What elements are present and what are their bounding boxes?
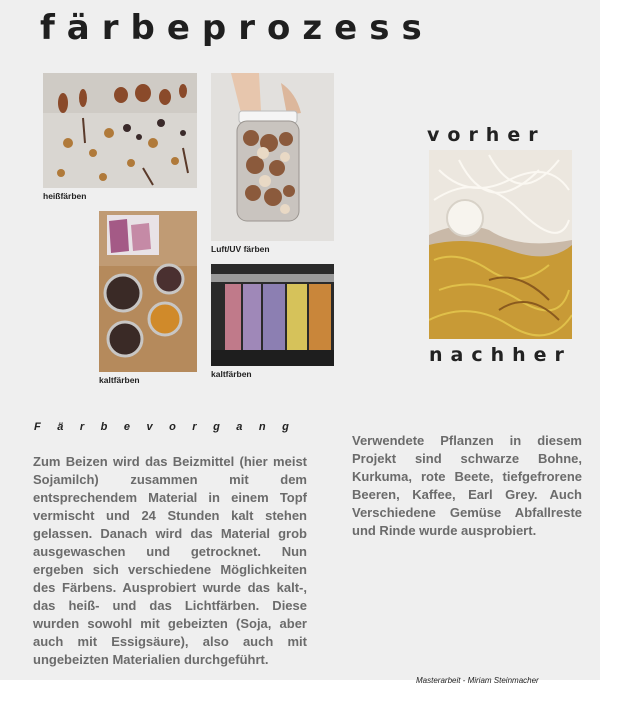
caption-cold-dyeing-2: kaltfärben [211, 369, 252, 379]
label-after: nachher [429, 344, 572, 366]
label-before: vorher [427, 124, 546, 146]
photo-cold-dyeing-jars [99, 211, 197, 372]
plants-paragraph: Verwendete Pflanzen in diesem Projekt sind schwarze Bohne, Kurkuma, rote Beete, tiefgefrorene Beeren, Kaffee, Earl Grey. Auch Verschiedene Gemüse Abfallreste und Rinde wurde ausprobiert. [352, 433, 582, 538]
photo-uv-dyeing [211, 73, 334, 241]
section-heading: Färbevorgang [34, 421, 306, 433]
photo-hot-dyeing [43, 73, 197, 188]
process-paragraph: Zum Beizen wird das Beizmittel (hier meist Sojamilch) zusammen mit dem entsprechendem Material in einem Topf vermischt und 24 Stunden kalt stehen gelassen. Danach wird das Material grob ausgewaschen und getrocknet. Nun ergeben sich verschiedene Möglichkeiten des Färbens. Ausprobiert wurde das kalt-, das heiß- und das Lichtfärben. Diese wurden sowohl mit gebeizten (Soja, aber auch mit Essigsäure), also auch mit ungebeizten Materialien durchgeführt. [33, 454, 307, 667]
caption-hot-dyeing: heißfärben [43, 191, 87, 201]
page-title: färbeprozess [40, 8, 434, 48]
footer-credit: Masterarbeit - Miriam Steinmacher [416, 676, 539, 685]
photo-yarn-before-after [429, 150, 572, 339]
caption-uv-dyeing: Luft/UV färben [211, 244, 270, 254]
photo-cold-dyeing-fabrics [211, 264, 334, 366]
caption-cold-dyeing: kaltfärben [99, 375, 140, 385]
